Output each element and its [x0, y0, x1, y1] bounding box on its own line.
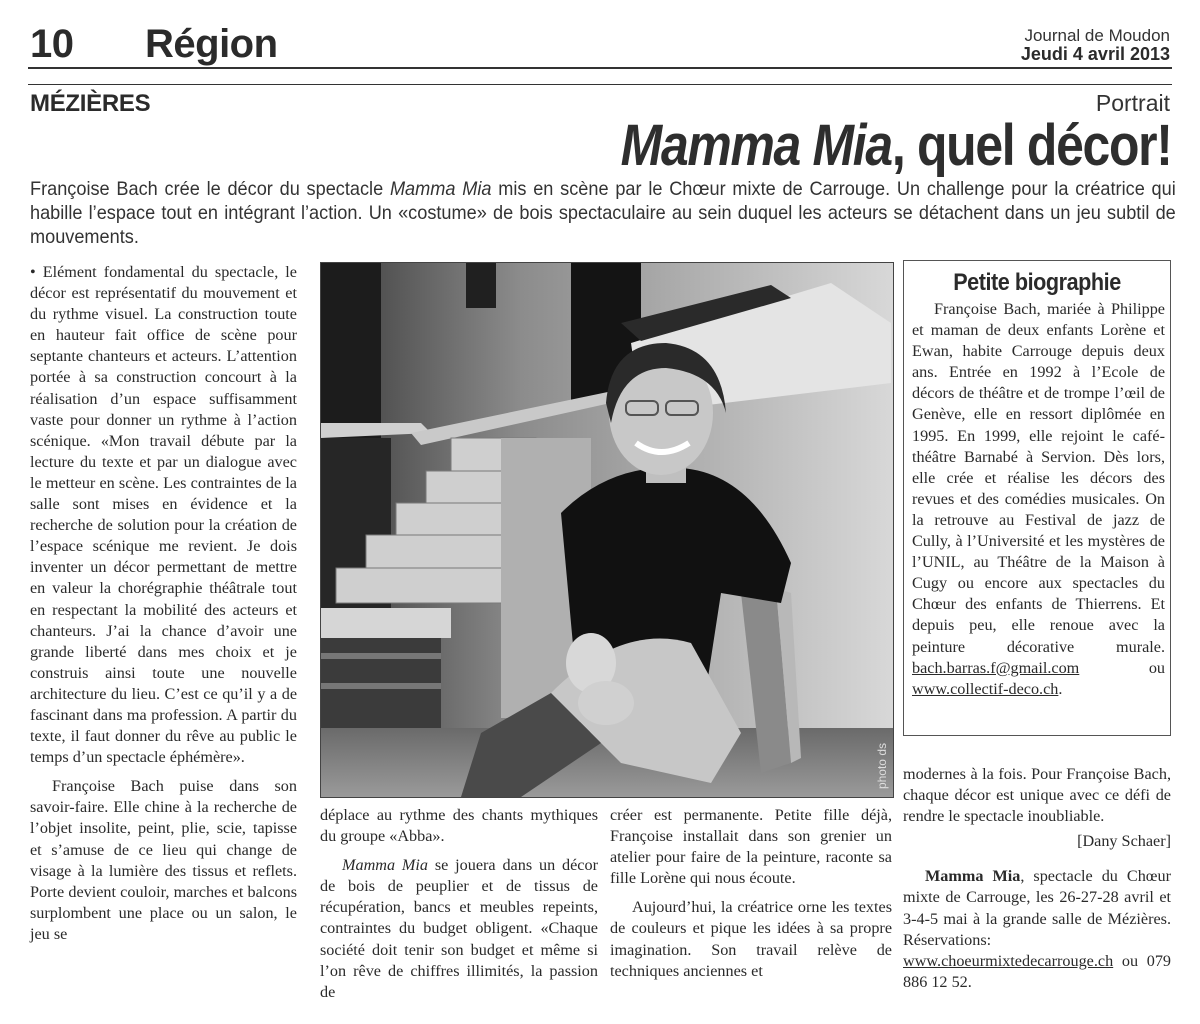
event-info — [903, 866, 1171, 993]
photo-illustration — [321, 263, 893, 797]
body-paragraph-1: • Elément fondamental du spectacle, le décor est représentatif du mouvement et du rythme visuel. La construction toute en hauteur fait office de scène pour septante chanteurs et acteurs. L’attention portée à sa construction concourt à la réalisation d’un espace suffisamment vaste pour donner un rythme à l’action scénique. «Mon travail débute par la lecture du texte et par un dialogue avec le metteur en scène. Les contraintes de la salle sont mises en évidence et la recherche de solution pour la création de l’espace scénique me revient. Je dois inventer un décor permettant de mettre en valeur la chorégraphie théâtrale tout en respectant la mobilité des acteurs et chanteurs. J’ai la chance d’avoir une grande liberté dans mes choix et je construis ainsi toute une nouvelle architecture du lieu. C’est ce qu’il y a de fascinant dans ma profession. A partir du texte, il faut donner du rêve au public le temps d’un spectacle éphémère». — [30, 263, 297, 767]
email-link[interactable]: bach.barras.f@gmail.com — [912, 658, 1080, 677]
body-paragraph-2: Françoise Bach puise dans son savoir-faire. Elle chine à la recherche de l’objet insolite, peint, plie, scie, tapisse et s’amuse de ce lieu qui change de visage à la lumière des tissus et reflets. Porte devient couloir, marches et balcons surplombent une place ou un salon, le jeu se — [30, 777, 297, 943]
reservation-link[interactable]: www.choeurmixtedecarrouge.ch — [903, 951, 1114, 970]
section-title: Région — [145, 22, 278, 66]
body-paragraph-3-continued: créer est permanente. Petite fille déjà, Françoise installait dans son grenier un atelier pour faire de la peinture, raconte sa fille Lorène qui nous écoute. — [610, 806, 892, 888]
lead-text-2: mis en scène par le Chœur mixte de Carrouge. Un challenge pour la créatrice qui habille l’espace tout en intégrant l’action. Un «costume» de bois spectaculaire au sein duquel les acteurs se détachent dans un jeu subtil de mouvements. — [30, 178, 1176, 248]
body-paragraph-4: Aujourd’hui, la créatrice orne les textes de couleurs et pique les idées à sa propre imagination. Son travail relève de techniques anciennes et — [610, 898, 892, 980]
website-link[interactable]: www.collectif-deco.ch — [912, 679, 1059, 698]
reservation-phone: ou 079 886 12 52. — [903, 951, 1171, 991]
photo-credit: photo ds — [875, 742, 889, 789]
period: . — [1058, 679, 1063, 698]
biography-body: Françoise Bach, mariée à Philippe et maman de deux enfants Lorène et Ewan, habite Carrouge depuis deux ans. Entrée en 1992 à l’Ecole de décors de théâtre et de trompe l’œil de Genève, elle en ressort diplômée en 1995. En 1999, elle rejoint le café-théâtre Barnabé à Servion. Dès lors, elle crée et réalise les décors des revues et des comédies musicales. On la retrouve au Festival de jazz de Cully, à l’Université et les mystères de l’UNIL, au Théâtre de la Maison à Cugy ou encore aux spectacles du Chœur des enfants de Thierrens. Et depuis peu, elle renoue avec la peinture décorative murale. — [912, 300, 1165, 656]
article-column-4 — [903, 764, 1171, 993]
event-title: Mamma Mia — [925, 867, 1021, 886]
bottom-rule — [28, 84, 1172, 85]
rubric-label: Portrait — [1095, 90, 1170, 116]
body-paragraph-3-text: se jouera dans un décor de bois de peuplier et de tissus de récupération, bancs et meubles repeints, contraintes du budget obligent. «Chaque société doit tenir son budget et même si l’on rêve de chiffres illimités, la passion de — [320, 856, 598, 1001]
article-column-2 — [320, 805, 598, 1003]
show-title-italic: Mamma Mia — [342, 856, 428, 875]
paper-name: Journal de Moudon — [1024, 26, 1170, 45]
or-text: ou — [1079, 658, 1165, 677]
lead-italic: Mamma Mia — [389, 178, 492, 200]
top-rule — [28, 67, 1172, 69]
event-details: , spectacle du Chœur mixte de Carrouge, les 26-27-28 avril et 3-4-5 mai à la grande salle de Mézières. Réservations: — [903, 867, 1171, 949]
article-column-3 — [610, 805, 892, 982]
body-paragraph-4-continued: modernes à la fois. Pour Françoise Bach, chaque décor est unique avec ce défi de rendre le spectacle inoubliable. — [903, 765, 1171, 826]
biography-box — [903, 260, 1171, 736]
article-column-1 — [30, 262, 297, 945]
headline-italic: Mamma Mia — [621, 113, 893, 178]
biography-title: Petite biographie — [953, 269, 1121, 296]
headline — [621, 112, 1172, 179]
body-paragraph-2-continued: déplace au rythme des chants mythiques du groupe «Abba». — [320, 806, 598, 846]
author-signature: [Dany Schaer] — [1077, 832, 1171, 851]
locality-label: MÉZIÈRES — [30, 90, 151, 117]
portrait-photo — [320, 262, 894, 798]
lead-text-1: Françoise Bach crée le décor du spectacle — [30, 178, 390, 200]
biography-text — [912, 299, 1165, 700]
lead-paragraph — [30, 177, 1176, 249]
body-paragraph-3 — [320, 855, 598, 1003]
headline-rest: , quel décor! — [892, 113, 1172, 178]
publication-date: Jeudi 4 avril 2013 — [1020, 44, 1170, 64]
page-number: 10 — [30, 22, 74, 66]
